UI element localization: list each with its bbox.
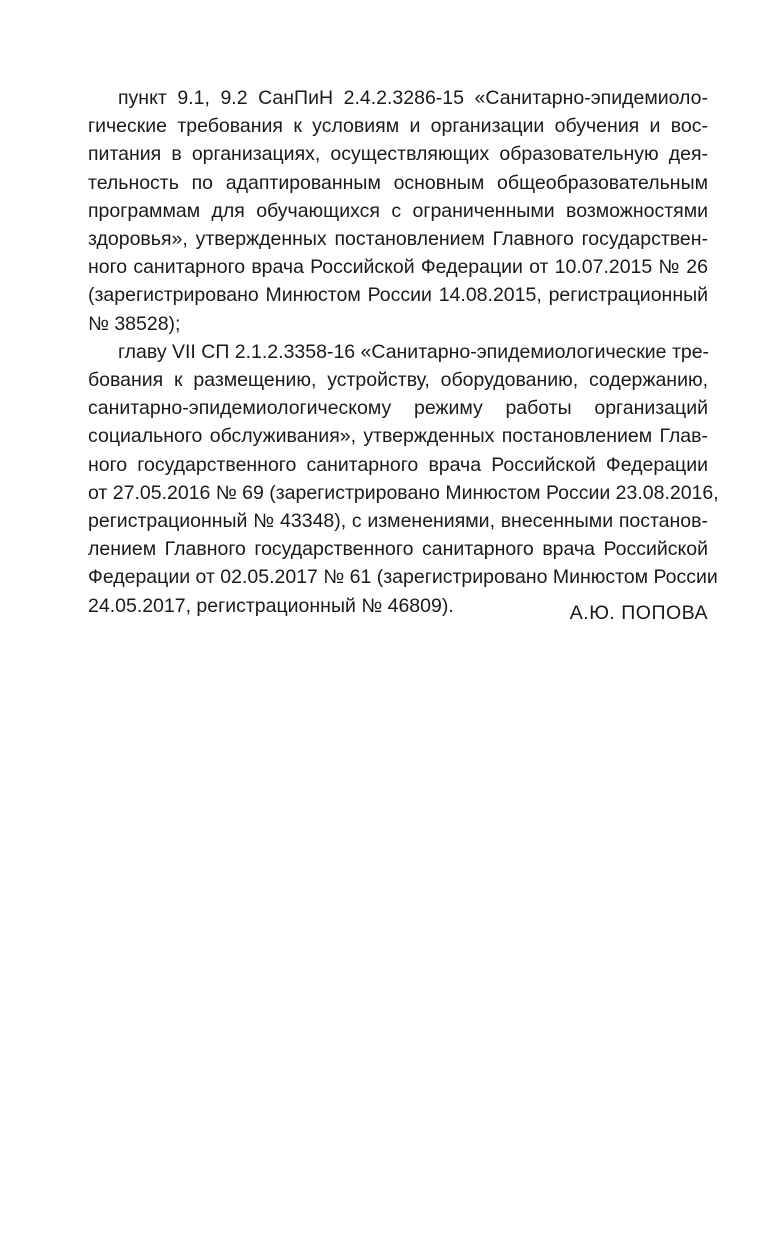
paragraph-sanpin xyxy=(88,84,708,338)
paragraph-line: Федерации от 02.05.2017 № 61 (зарегистрировано Минюстом России xyxy=(88,566,718,589)
paragraph-line: социального обслуживания», утвержденных постановлением Глав- xyxy=(88,425,708,448)
document-body xyxy=(88,84,719,620)
paragraph-line: программам для обучающихся с ограниченными возможностями xyxy=(88,199,708,222)
paragraph-line: тельность по адаптированным основным общеобразовательным xyxy=(88,171,708,194)
paragraph-line: гические требования к условиям и организации обучения и вос- xyxy=(88,115,708,138)
paragraph-line: ного государственного санитарного врача Российской Федерации xyxy=(88,453,708,476)
paragraph-line: № 38528); xyxy=(88,312,181,335)
paragraph-line: санитарно-эпидемиологическому режиму работы организаций xyxy=(88,397,708,420)
paragraph-line: главу VII СП 2.1.2.3358-16 «Санитарно-эпидемиологические тре- xyxy=(118,340,710,363)
paragraph-line: (зарегистрировано Минюстом России 14.08.2015, регистрационный xyxy=(88,284,708,307)
paragraph-line: 24.05.2017, регистрационный № 46809). xyxy=(88,594,454,617)
paragraph-line: бования к размещению, устройству, оборудованию, содержанию, xyxy=(88,369,708,392)
paragraph-sp xyxy=(88,338,719,620)
paragraph-line: питания в организациях, осуществляющих образовательную дея- xyxy=(88,143,708,166)
paragraph-line: лением Главного государственного санитарного врача Российской xyxy=(88,538,708,561)
paragraph-line: ного санитарного врача Российской Федерации от 10.07.2015 № 26 xyxy=(88,256,708,279)
signature: А.Ю. ПОПОВА xyxy=(569,602,708,624)
paragraph-line: здоровья», утвержденных постановлением Главного государствен- xyxy=(88,228,708,251)
paragraph-line: регистрационный № 43348), с изменениями, внесенными постанов- xyxy=(88,510,708,533)
paragraph-line: пункт 9.1, 9.2 СанПиН 2.4.2.3286-15 «Санитарно-эпидемиоло- xyxy=(118,87,708,109)
paragraph-line: от 27.05.2016 № 69 (зарегистрировано Минюстом России 23.08.2016, xyxy=(88,481,719,504)
